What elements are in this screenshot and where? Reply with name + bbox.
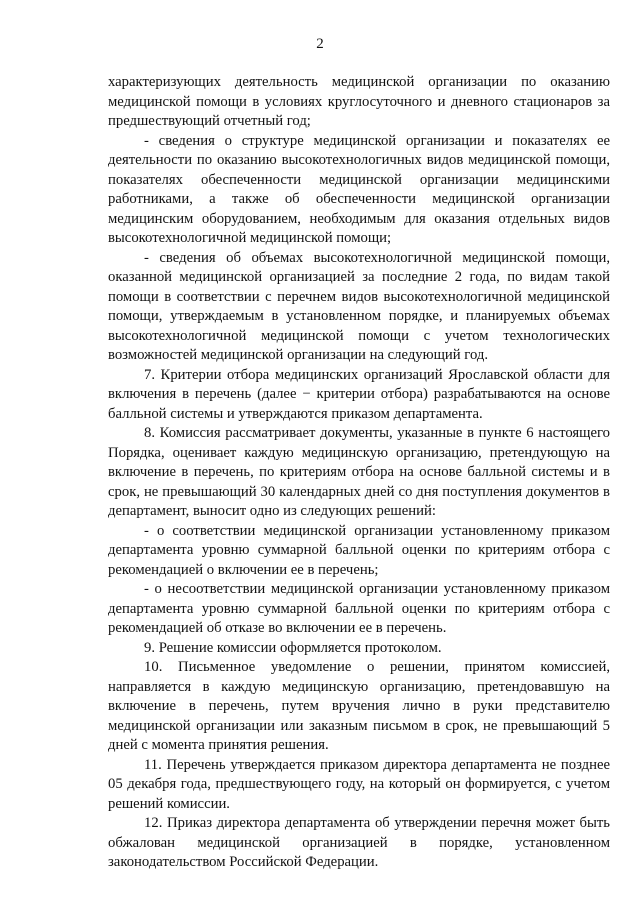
paragraph: 7. Критерии отбора медицинских организаций Ярославской области для включения в перечень (далее − критерии отбора) разрабатываются на основе балльной системы и утверждаются приказом департамента. — [108, 366, 610, 422]
paragraph: - сведения об объемах высокотехнологичной медицинской помощи, оказанной медицинской организацией за последние 2 года, по видам такой помощи в соответствии с перечнем видов высокотехнологичной медицинской помощи, утверждаемым в установленном порядке, и планируемых объемах высокотехнологичной медицинской помощи с учетом технологических возможностей медицинской организации на следующий год. — [108, 249, 610, 363]
paragraph: - о соответствии медицинской организации установленному приказом департамента уровню суммарной балльной оценки по критериям отбора с рекомендацией о включении ее в перечень; — [108, 522, 610, 578]
paragraph: - сведения о структуре медицинской организации и показателях ее деятельности по оказанию высокотехнологичных видов медицинской помощи, показателях обеспеченности медицинской организации медицинскими работниками, а также об обеспеченности медицинской организации медицинским оборудованием, необходимым для оказания отдельных видов высокотехнологичной медицинской помощи; — [108, 132, 610, 246]
paragraph: характеризующих деятельность медицинской организации по оказанию медицинской помощи в условиях круглосуточного и дневного стационаров за предшествующий отчетный год; — [108, 74, 610, 129]
paragraph: 10. Письменное уведомление о решении, принятом комиссией, направляется в каждую медицинскую организацию, претендовавшую на включение в перечень, путем вручения лично в руки представителю медицинской организации или заказным письмом в срок, не превышающий 5 дней с момента принятия решения. — [108, 659, 610, 753]
paragraph: 11. Перечень утверждается приказом директора департамента не позднее 05 декабря года, предшествующего году, на который он формируется, с учетом решений комиссии. — [108, 756, 610, 812]
paragraph: 9. Решение комиссии оформляется протоколом. — [144, 639, 442, 656]
paragraph: - о несоответствии медицинской организации установленному приказом департамента уровню суммарной балльной оценки по критериям отбора с рекомендацией об отказе во включении ее в перечень. — [108, 581, 610, 636]
paragraph: 12. Приказ директора департамента об утверждении перечня может быть обжалован медицинской организацией в порядке, установленном законодательством Российской Федерации. — [108, 815, 610, 870]
document-body — [108, 73, 610, 873]
page-number: 2 — [316, 36, 324, 52]
paragraph: 8. Комиссия рассматривает документы, указанные в пункте 6 настоящего Порядка, оценивает каждую медицинскую организацию, претендующую на включение в перечень, по критериям отбора на основе балльной системы и в срок, не превышающий 30 календарных дней со дня поступления документов в департамент, выносит одно из следующих решений: — [108, 425, 610, 519]
